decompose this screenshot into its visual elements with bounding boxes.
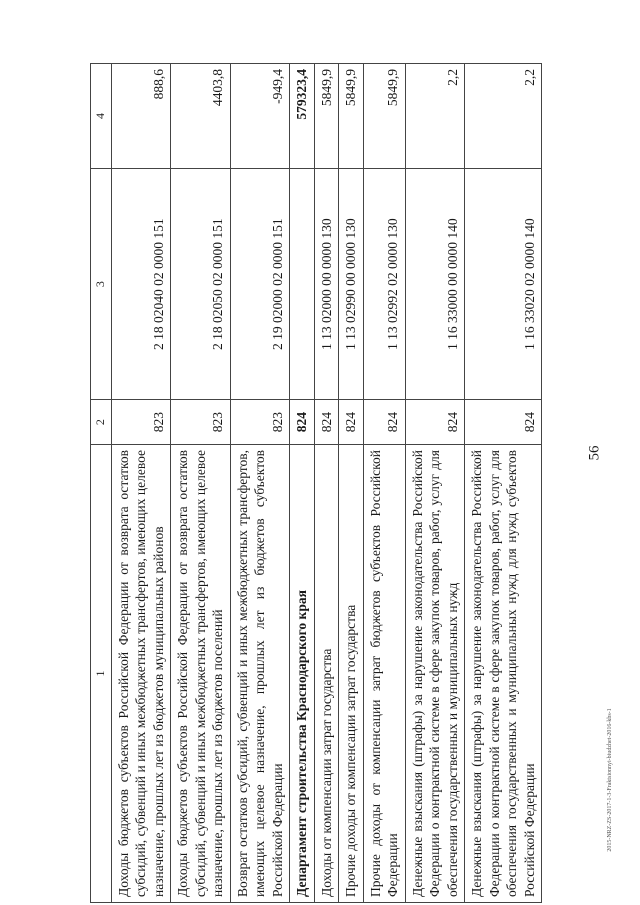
row-amount-cell: 2,2: [405, 64, 465, 169]
column-header: 3: [91, 169, 112, 400]
table-body: [111, 64, 542, 903]
row-name-cell: Денежные взыскания (штрафы) за нарушение законодательства Российской Федерации о контрактной системе в сфере закупок товаров, работ, услуг для обеспечения государственных и муниципальных нужд для нужд субъектов Российской Федерации: [465, 444, 542, 902]
row-kbk-cell: 1 16 33020 02 0000 140: [465, 169, 542, 400]
footer-code: 2015-NRZ-ZS-2017-1-3-Fraktsionnyi-biudzhet-2016-kbs-1: [607, 708, 613, 852]
row-kbk-cell: 1 16 33000 00 0000 140: [405, 169, 465, 400]
rotated-page-content: [90, 63, 540, 903]
table-row: [465, 64, 542, 903]
table-row: [290, 64, 315, 903]
row-amount-cell: 5849,9: [314, 64, 339, 169]
row-amount-cell: 4403,8: [171, 64, 231, 169]
page-number: 56: [586, 445, 603, 461]
row-amount-cell: 5849,9: [363, 64, 405, 169]
row-amount-cell: 5849,9: [339, 64, 364, 169]
table-row: [405, 64, 465, 903]
row-code-cell: 824: [363, 400, 405, 445]
row-code-cell: 824: [405, 400, 465, 445]
row-name-cell: Доходы бюджетов субъектов Российской Федерации от возврата остатков субсидий, субвенций и иных межбюджетных трансфертов, имеющих целевое назначение, прошлых лет из бюджетов муниципальных районов: [111, 444, 171, 902]
row-code-cell: 823: [111, 400, 171, 445]
row-kbk-cell: 2 18 02040 02 0000 151: [111, 169, 171, 400]
row-code-cell: 823: [230, 400, 290, 445]
row-name-cell: Доходы бюджетов субъектов Российской Федерации от возврата остатков субсидий, субвенций и иных межбюджетных трансфертов, имеющих целевое назначение, прошлых лет из бюджетов поселений: [171, 444, 231, 902]
row-kbk-cell: 1 13 02000 00 0000 130: [314, 169, 339, 400]
row-name-cell: Прочие доходы от компенсации затрат государства: [339, 444, 364, 902]
table-row: [363, 64, 405, 903]
column-header: 1: [91, 444, 112, 902]
row-code-cell: 823: [171, 400, 231, 445]
row-kbk-cell: 2 18 02050 02 0000 151: [171, 169, 231, 400]
row-name-cell: Доходы от компенсации затрат государства: [314, 444, 339, 902]
table-row: [111, 64, 171, 903]
table-row: [314, 64, 339, 903]
row-code-cell: 824: [314, 400, 339, 445]
column-header: 4: [91, 64, 112, 169]
row-kbk-cell: 2 19 02000 02 0000 151: [230, 169, 290, 400]
table-row: [171, 64, 231, 903]
row-code-cell: 824: [465, 400, 542, 445]
row-amount-cell: -949,4: [230, 64, 290, 169]
row-amount-cell: 2,2: [465, 64, 542, 169]
row-amount-cell: 888,6: [111, 64, 171, 169]
table-row: [339, 64, 364, 903]
row-kbk-cell: [290, 169, 315, 400]
row-kbk-cell: 1 13 02990 00 0000 130: [339, 169, 364, 400]
row-name-cell: Возврат остатков субсидий, субвенций и иных межбюджетных трансфертов, имеющих целевое назначение, прошлых лет из бюджетов субъектов Российской Федерации: [230, 444, 290, 902]
row-code-cell: 824: [339, 400, 364, 445]
row-name-cell: Департамент строительства Краснодарского края: [290, 444, 315, 902]
column-header: 2: [91, 400, 112, 445]
row-kbk-cell: 1 13 02992 02 0000 130: [363, 169, 405, 400]
table-row: [230, 64, 290, 903]
row-code-cell: 824: [290, 400, 315, 445]
row-name-cell: Денежные взыскания (штрафы) за нарушение законодательства Российской Федерации о контрактной системе в сфере закупок товаров, работ, услуг для обеспечения государственных и муниципальных нужд: [405, 444, 465, 902]
revenue-table: [90, 63, 542, 903]
table-header-row: [91, 64, 112, 903]
row-name-cell: Прочие доходы от компенсации затрат бюджетов субъектов Российской Федерации: [363, 444, 405, 902]
row-amount-cell: 579323,4: [290, 64, 315, 169]
